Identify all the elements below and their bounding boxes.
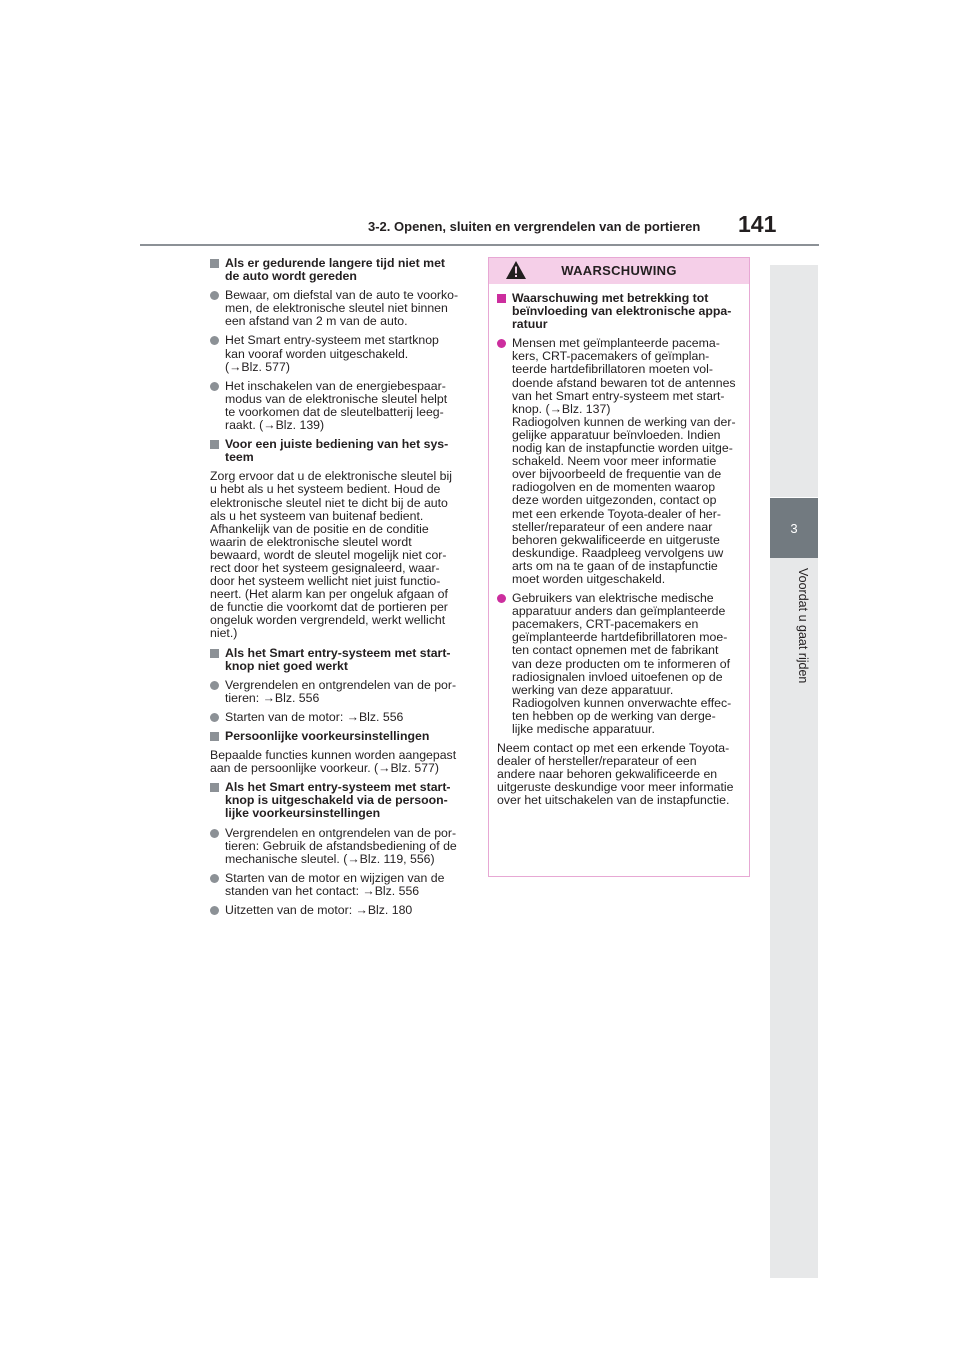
bullet-item <box>210 289 472 328</box>
text-line: pacemakers, CRT-pacemakers en <box>512 617 699 632</box>
text-line: kers, CRT-pacemakers of geïmplan- <box>512 349 710 364</box>
text-line: doende afstand bewaren tot de antennes <box>512 375 736 390</box>
text-line: tieren: Gebruik de afstandsbediening of de <box>225 838 457 853</box>
text-line: de functie die voorkomt dat de portieren per <box>210 600 448 615</box>
section-title: 3-2. Openen, sluiten en vergrendelen van de portieren <box>368 219 701 234</box>
square-bullet-icon <box>210 732 219 741</box>
text-line: beïnvloeding van elektronische appa- <box>512 304 732 319</box>
bullet-item <box>210 827 472 866</box>
square-bullet-icon <box>210 783 219 792</box>
round-bullet-icon <box>210 906 219 915</box>
text-line: Mensen met geïmplanteerde pacema- <box>512 336 720 351</box>
warning-title: WAARSCHUWING <box>561 263 677 279</box>
text-line: Persoonlijke voorkeursinstellingen <box>225 729 430 743</box>
text-line: teem <box>225 450 254 465</box>
text-line: een afstand van 2 m van de auto. <box>225 314 408 329</box>
text-line: ten hebben op de werking van derge- <box>512 708 716 723</box>
text-line: lijke medische apparatuur. <box>512 722 655 736</box>
warning-heading <box>497 292 741 331</box>
text-line: knop niet goed werkt <box>225 658 348 673</box>
text-line: raakt. (→Blz. 139) <box>225 418 325 433</box>
paragraph <box>210 470 472 640</box>
text-line: modus van de elektronische sleutel helpt <box>225 391 448 406</box>
text-line: tieren: →Blz. 556 <box>225 690 320 705</box>
round-bullet-icon <box>210 713 219 722</box>
text-line: Als het Smart entry-systeem met start- <box>225 780 451 795</box>
page-number: 141 <box>738 211 777 237</box>
text-line: niet.) <box>210 626 238 641</box>
section-heading <box>210 438 472 464</box>
text-line: ten contact opnemen met de fabrikant <box>512 643 719 658</box>
warning-body <box>489 284 749 808</box>
text-line: kan vooraf worden uitgeschakeld. <box>225 346 409 361</box>
text-line: Afhankelijk van de positie en de conditie <box>210 521 429 536</box>
text-line: Neem contact op met een erkende Toyota- <box>497 741 730 756</box>
text-line: van het Smart entry-systeem met start- <box>512 388 725 403</box>
text-line: door het systeem wellicht niet juist functio- <box>210 574 441 589</box>
text-line: lijke voorkeursinstellingen <box>225 806 381 821</box>
text-line: bewaard, wordt de sleutel mogelijk niet cor- <box>210 547 447 562</box>
left-column <box>210 257 472 923</box>
text-line: waarin de elektronische sleutel wordt <box>210 534 412 549</box>
text-line: standen van het contact: →Blz. 556 <box>225 883 420 898</box>
text-line: ratuur <box>512 317 548 332</box>
text-line: Starten van de motor en wijzigen van de <box>225 870 445 885</box>
text-line: elektronische sleutel niet te dicht bij de auto <box>210 495 448 510</box>
text-line: Radiogolven kunnen onverwachte effec- <box>512 695 732 710</box>
text-line: u hebt als u het systeem bedient. Houd de <box>210 482 441 497</box>
text-line: neert. (Het alarm kan per ongeluk afgaan of <box>210 587 448 602</box>
text-line: Gebruikers van elektrische medische <box>512 591 714 606</box>
bullet-item <box>210 711 472 724</box>
text-line: ongeluk worden vergrendeld, werkt wellicht <box>210 613 446 628</box>
bullet-item <box>210 872 472 898</box>
text-line: radiogolven en de momenten waarop <box>512 480 716 495</box>
bullet-item <box>210 380 472 432</box>
chapter-number-box <box>770 498 818 558</box>
bullet-item <box>210 334 472 373</box>
text-line: men, de elektronische sleutel niet binnen <box>225 301 448 316</box>
round-bullet-icon <box>210 291 219 300</box>
text-line: met een erkende Toyota-dealer of her- <box>512 506 721 521</box>
square-bullet-icon <box>497 294 506 303</box>
text-line: dealer of hersteller/reparateur of een <box>497 754 697 769</box>
text-line: Het Smart entry-systeem met startknop <box>225 333 439 348</box>
bullet-item <box>210 904 472 917</box>
text-line: over bijvoorbeeld de frequentie van de <box>512 467 722 482</box>
text-line: deskundige. Raadpleeg vervolgens uw <box>512 545 724 560</box>
round-bullet-icon <box>210 382 219 391</box>
text-line: Als het Smart entry-systeem met start- <box>225 645 451 660</box>
text-line: nodig kan de instapfunctie worden uitge- <box>512 441 733 456</box>
text-line: Vergrendelen en ontgrendelen van de por- <box>225 677 457 692</box>
text-line: gelijke apparatuur beïnvloeden. Indien <box>512 427 721 442</box>
text-line: Waarschuwing met betrekking tot <box>512 291 709 305</box>
text-line: Het inschakelen van de energiebespaar- <box>225 378 446 393</box>
text-line: te voorkomen dat de sleutelbatterij leeg- <box>225 404 444 419</box>
text-line: moet worden uitgeschakeld. <box>512 571 666 586</box>
round-bullet-icon <box>210 874 219 883</box>
text-line: radiosignalen invloed uitoefenen op de <box>512 669 723 684</box>
text-line: werking van deze apparatuur. <box>512 682 674 697</box>
header-divider <box>140 244 819 246</box>
text-line: (→Blz. 577) <box>225 359 290 374</box>
text-line: aan de persoonlijke voorkeur. (→Blz. 577) <box>210 761 439 776</box>
warning-bullet-item <box>497 592 741 736</box>
chapter-tab-bar-top <box>770 265 818 497</box>
text-line: behoren gekwalificeerde en uitgeruste <box>512 532 720 547</box>
warning-header <box>489 258 749 284</box>
text-line: over het uitschakelen van de instapfunctie. <box>497 793 730 808</box>
text-line: steller/reparateur of een andere naar <box>512 519 713 534</box>
chapter-tab-bar-bottom <box>770 558 818 1278</box>
text-line: Bepaalde functies kunnen worden aangepast <box>210 748 457 763</box>
text-line: Radiogolven kunnen de werking van der- <box>512 414 736 429</box>
text-line: Uitzetten van de motor: →Blz. 180 <box>225 903 413 918</box>
text-line: Vergrendelen en ontgrendelen van de por- <box>225 825 457 840</box>
section-heading <box>210 257 472 283</box>
paragraph <box>210 749 472 775</box>
text-line: de auto wordt gereden <box>225 269 357 284</box>
text-line: knop is uitgeschakeld via de persoon- <box>225 793 448 808</box>
square-bullet-icon <box>210 649 219 658</box>
text-line: mechanische sleutel. (→Blz. 119, 556) <box>225 851 435 866</box>
text-line: apparatuur anders dan geïmplanteerde <box>512 604 726 619</box>
text-line: arts om na te gaan of de instapfunctie <box>512 558 718 573</box>
text-line: van deze producten om te informeren of <box>512 656 731 671</box>
text-line: Zorg ervoor dat u de elektronische sleutel bij <box>210 469 452 484</box>
square-bullet-icon <box>210 440 219 449</box>
text-line: Als er gedurende langere tijd niet met <box>225 256 446 270</box>
text-line: uitgeruste deskundige voor meer informatie <box>497 780 734 795</box>
square-bullet-icon <box>210 259 219 268</box>
warning-bullet-item <box>497 337 741 586</box>
text-line: schakeld. Neem voor meer informatie <box>512 454 717 469</box>
text-line: geïmplanteerde hartdefibrillatoren moe- <box>512 630 728 645</box>
round-bullet-icon <box>497 339 506 348</box>
text-line: Starten van de motor: →Blz. 556 <box>225 709 404 724</box>
round-bullet-icon <box>210 336 219 345</box>
warning-triangle-icon <box>505 260 527 280</box>
text-line: Bewaar, om diefstal van de auto te voorko- <box>225 288 459 303</box>
text-line: knop. (→Blz. 137) <box>512 401 611 416</box>
chapter-label: Voordat u gaat rijden <box>796 568 810 684</box>
chapter-number: 3 <box>790 520 798 536</box>
text-line: Voor een juiste bediening van het sys- <box>225 437 449 452</box>
warning-paragraph <box>497 742 741 807</box>
round-bullet-icon <box>210 829 219 838</box>
bullet-item <box>210 679 472 705</box>
text-line: als u het systeem van buitenaf bedient. <box>210 508 424 523</box>
round-bullet-icon <box>210 681 219 690</box>
text-line: deze worden uitgezonden, contact op <box>512 493 717 508</box>
text-line: teerde hartdefibrillatoren moeten vol- <box>512 362 713 377</box>
section-heading <box>210 781 472 820</box>
text-line: rect door het systeem gesignaleerd, waar- <box>210 560 440 575</box>
section-heading <box>210 730 472 743</box>
text-line: andere naar behoren gekwalificeerde en <box>497 767 718 782</box>
warning-box <box>488 257 750 877</box>
round-bullet-icon <box>497 594 506 603</box>
section-heading <box>210 647 472 673</box>
